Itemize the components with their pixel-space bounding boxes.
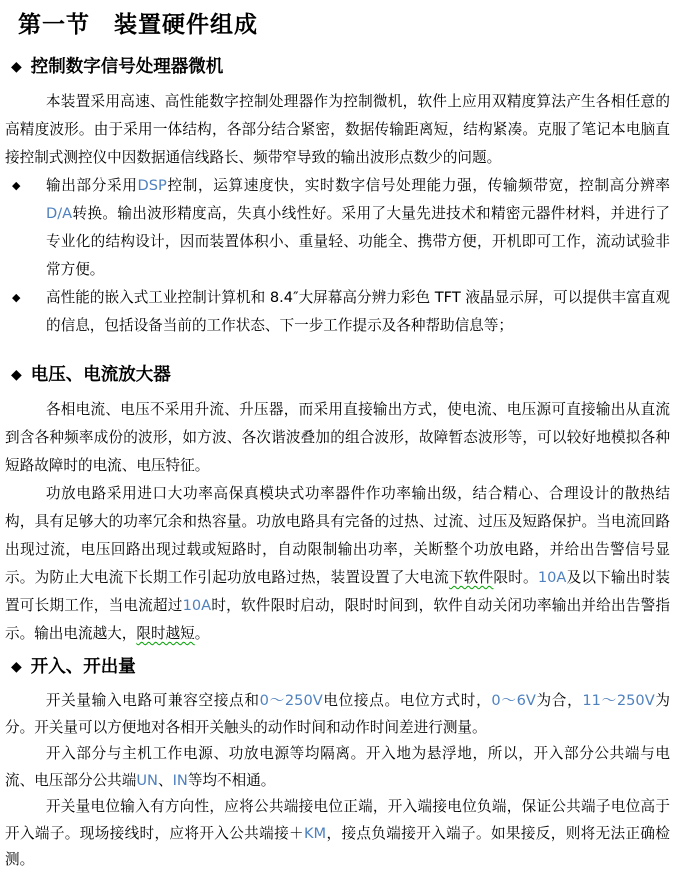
grammar-squiggle-text: 限时越短 <box>136 625 195 642</box>
paragraph-polarity <box>5 794 670 874</box>
term-un: UN <box>136 771 158 789</box>
section-io <box>5 656 670 874</box>
paragraph-text: 为分。开关量可以方便地对各相开关触头的动作时间和动作时间差进行测量。 <box>5 692 670 736</box>
list-item-text: 转换。输出波形精度高，失真小线性好。采用了大量先进技术和精密元器件材料，并进行了专业化的结构设计，因而装置体积小、重量轻、功能全、携带方便，开机即可工作，流动试验非常方便。 <box>46 205 670 278</box>
section-heading-text: 控制数字信号处理器微机 <box>30 57 224 77</box>
paragraph-text: 。 <box>194 625 210 642</box>
list-item-text: 输出部分采用 <box>46 177 138 194</box>
paragraph-device-overview: 本装置采用高速、高性能数字控制处理器作为控制微机，软件上应用双精度算法产生各相任意的高精度波形。由于采用一体结构，各部分结合紧密，数据传输距离短，结构紧凑。克服了笔记本电脑直接控制式测控仪中因数据通信线路长、频带窄导致的输出波形点数少的问题。 <box>5 93 670 166</box>
term-km: KM <box>303 824 327 842</box>
paragraph-text: 限时。 <box>493 569 538 586</box>
paragraph-text: 及以下输出时装置可长期工作，当电流超过 <box>5 569 670 614</box>
value-0-250v: 0～250V <box>259 692 323 709</box>
paragraph-text: 等均不相通。 <box>187 771 276 789</box>
value-11-250v: 11～250V <box>582 692 655 709</box>
section-heading-text: 电压、电流放大器 <box>30 365 171 385</box>
term-in: IN <box>172 771 188 789</box>
paragraph-text: 为合， <box>535 692 583 709</box>
diamond-bullet-icon: ◆ <box>11 659 22 675</box>
diamond-bullet-icon: ◆ <box>12 179 21 192</box>
term-dsp: DSP <box>137 177 167 194</box>
list-item-text: 高性能的嵌入式工业控制计算机和 8.4″大屏幕高分辨力彩色 TFT 液晶显示屏，可以提供丰富直观的信息，包括设备当前的工作状态、下一步工作提示及各种帮助信息等； <box>46 289 670 334</box>
paragraph-direct-output: 各相电流、电压不采用升流、升压器，而采用直接输出方式，使电流、电压源可直接输出从直流到含各种频率成份的波形，如方波、各次谐波叠加的组合波形，故障暂态波形等，可以较好地模拟各种短路故障时的电流、电压特征。 <box>5 401 670 474</box>
paragraph-text: 功放电路采用进口大功率高保真模块式功率器件作功率输出级，结合精心、合理设计的散热结构，具有足够大的功率冗余和热容量。功放电路具有完备的过热、过流、过压及短路保护。当电流回路出现过流，电压回路出现过载或短路时，自动限制输出功率，关断整个功放电路，并给出告警信号显示。为防止大电流下长期工作引起功放电路过热，装置设置了大电流 <box>5 485 670 586</box>
diamond-bullet-icon: ◆ <box>11 59 22 75</box>
paragraph-text: 、 <box>157 771 173 789</box>
section-heading-controller <box>11 56 670 80</box>
value-10a: 10A <box>182 597 212 614</box>
paragraph-text: 时，软件限时启动，限时时间到，软件自动关闭功率输出并给出告警指示。输出电流越大， <box>5 597 670 642</box>
paragraph-text: 开关量电位输入有方向性，应将公共端接电位正端，开入端接电位负端，保证公共端子电位高于开入端子。现场接线时，应将开入公共端接＋ <box>5 798 670 842</box>
paragraph-text: 开入部分与主机工作电源、功放电源等均隔离。开入地为悬浮地，所以，开入部分公共端与电流、电压部分公共端 <box>5 745 670 789</box>
paragraph-text: ，接点负端接开入端子。如果接反，则将无法正确检测。 <box>5 824 670 868</box>
paragraph-power-amplifier <box>5 480 670 648</box>
paragraph-switch-input <box>5 688 670 741</box>
section-heading-text: 开入、开出量 <box>30 657 136 677</box>
section-heading-io <box>11 656 670 680</box>
value-0-6v: 0～6V <box>491 692 536 709</box>
paragraph-text: 开关量输入电路可兼容空接点和 <box>45 692 260 709</box>
list-item-industrial-pc <box>5 284 670 340</box>
term-da: D/A <box>46 205 73 222</box>
list-item-dsp-output <box>5 172 670 284</box>
page-title: 第一节 装置硬件组成 <box>18 12 258 38</box>
value-10a: 10A <box>537 569 567 586</box>
section-heading-amplifier <box>11 364 670 388</box>
paragraph-text: 电位接点。电位方式时， <box>322 692 492 709</box>
list-item-text: 控制，运算速度快，实时数字信号处理能力强，传输频带宽，控制高分辨率 <box>166 177 670 194</box>
diamond-bullet-icon: ◆ <box>11 367 22 383</box>
paragraph-isolation <box>5 741 670 794</box>
grammar-squiggle-text: 下软件 <box>449 569 494 586</box>
diamond-bullet-icon: ◆ <box>12 291 21 304</box>
